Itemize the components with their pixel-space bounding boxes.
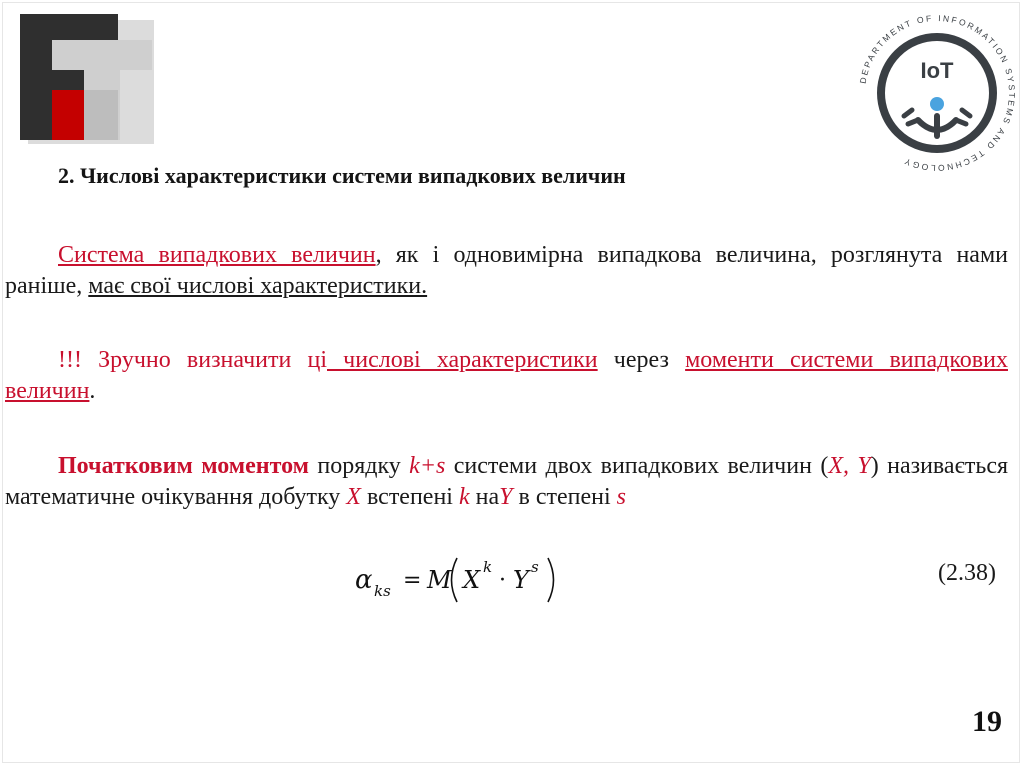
- svg-text:α: α: [355, 565, 373, 595]
- svg-text:=: =: [403, 568, 422, 593]
- term-moments-of-system: моменти системи випадкових величин: [5, 347, 1008, 404]
- iot-center-text: IoT: [920, 58, 954, 83]
- term-initial-moment: Початковим моментом: [58, 453, 309, 479]
- equation-number: (2.38): [938, 560, 996, 586]
- ft-logo: [20, 14, 156, 146]
- paragraph-system-definition: Система випадкових величин, як і одновимірна випадкова величина, розглянута нами раніше, має свої числові характеристики.: [5, 242, 1008, 299]
- paragraph-moments-note: !!! Зручно визначити ці числові характеристики через моменти системи випадкових величин.: [5, 347, 1008, 404]
- svg-text:·: ·: [499, 568, 506, 593]
- svg-text:X: X: [463, 566, 481, 594]
- svg-text:k: k: [483, 558, 493, 576]
- formula-initial-moment: [355, 550, 570, 610]
- svg-text:M: M: [427, 566, 452, 594]
- paragraph-initial-moment-definition: Початковим моментом порядку k+s системи двох випадкових величин (X, Y) називається математичне очікування добутку X встепені k наY в степені s: [5, 453, 1009, 510]
- iot-department-logo: [852, 8, 1022, 178]
- page-number: 19: [972, 705, 1002, 738]
- section-title: 2. Числові характеристики системи випадкових величин: [58, 163, 626, 188]
- iot-ring-text: DEPARTMENT OF INFORMATION SYSTEMS AND TECHNOLOGY: [857, 12, 1018, 174]
- term-numeric-characteristics: числові характеристики: [327, 347, 598, 373]
- svg-text:Y: Y: [513, 566, 529, 594]
- svg-text:ks: ks: [374, 582, 391, 600]
- term-system-of-random-variables: Система випадкових величин: [58, 242, 376, 268]
- iot-dot-icon: [930, 97, 944, 111]
- svg-text:s: s: [531, 558, 539, 576]
